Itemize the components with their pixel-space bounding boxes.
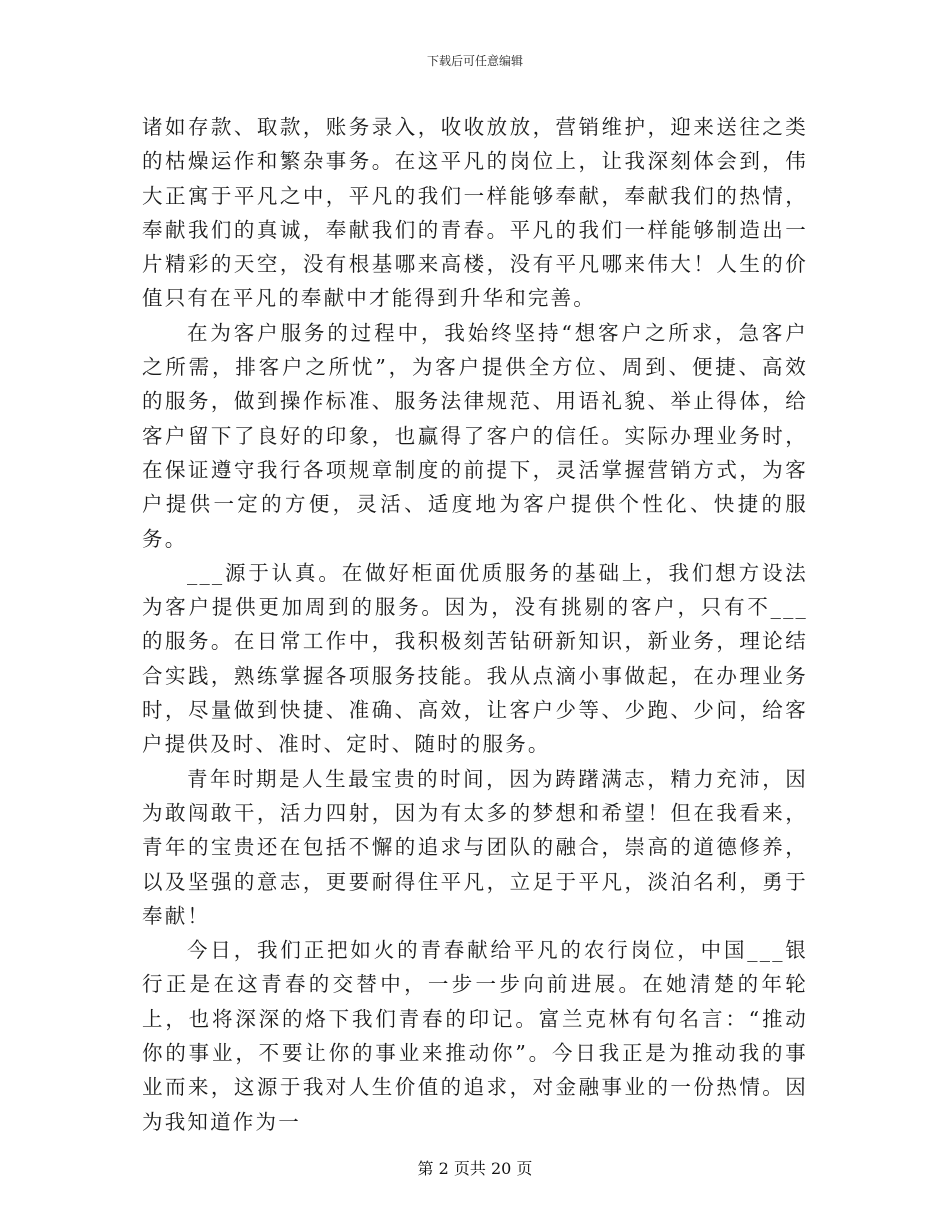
page-header: 下载后可任意编辑 — [426, 54, 523, 68]
paragraph-4: 青年时期是人生最宝贵的时间，因为踌躇满志，精力充沛，因为敢闯敢干，活力四射，因为有太多的梦想和希望！但在我看来，青年的宝贵还在包括不懈的追求与团队的融合，崇高的道德修养，以及坚强的意志，更要耐得住平凡，立足于平凡，淡泊名利，勇于奉献！ — [142, 766, 808, 928]
document-body — [142, 110, 808, 1139]
paragraph-2: 在为客户服务的过程中，我始终坚持“想客户之所求，急客户之所需，排客户之所忧”，为客户提供全方位、周到、便捷、高效的服务，做到操作标准、服务法律规范、用语礼貌、举止得体，给客户留下了良好的印象，也赢得了客户的信任。实际办理业务时，在保证遵守我行各项规章制度的前提下，灵活掌握营销方式，为客户提供一定的方便，灵活、适度地为客户提供个性化、快捷的服务。 — [142, 320, 808, 551]
page-footer: 第 2 页共 20 页 — [417, 1159, 533, 1178]
paragraph-1: 诸如存款、取款，账务录入，收收放放，营销维护，迎来送往之类的枯燥运作和繁杂事务。在这平凡的岗位上，让我深刻体会到，伟大正寓于平凡之中，平凡的我们一样能够奉献，奉献我们的热情，奉献我们的真诚，奉献我们的青春。平凡的我们一样能够制造出一片精彩的天空，没有根基哪来高楼，没有平凡哪来伟大！人生的价值只有在平凡的奉献中才能得到升华和完善。 — [142, 115, 808, 311]
paragraph-3: ___源于认真。在做好柜面优质服务的基础上，我们想方设法为客户提供更加周到的服务。因为，没有挑剔的客户，只有不___的服务。在日常工作中，我积极刻苦钻研新知识，新业务，理论结合实践，熟练掌握各项服务技能。我从点滴小事做起，在办理业务时，尽量做到快捷、准确、高效，让客户少等、少跑、少问，给客户提供及时、准时、定时、随时的服务。 — [142, 560, 808, 757]
paragraph-5: 今日，我们正把如火的青春献给平凡的农行岗位，中国___银行正是在这青春的交替中，一步一步向前进展。在她清楚的年轮上，也将深深的烙下我们青春的印记。富兰克林有句名言：“推动你的事业，不要让你的事业来推动你”。今日我正是为推动我的事业而来，这源于我对人生价值的追求，对金融事业的一份热情。因为我知道作为一 — [142, 938, 808, 1134]
